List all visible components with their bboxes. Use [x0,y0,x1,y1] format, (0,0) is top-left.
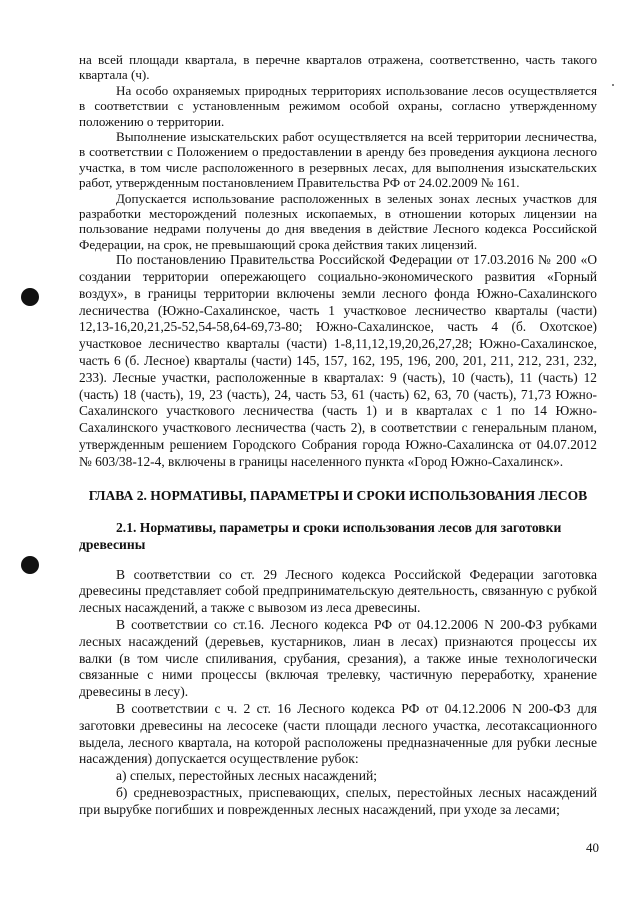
page-number: 40 [586,840,599,855]
list-item: б) средневозрастных, приспевающих, спелых, перестойных лесных насаждений при вырубке погибших и поврежденных лесных насаждений, при уходе за лесами; [79,785,597,817]
section-title: 2.1. Нормативы, параметры и сроки использования лесов для заготовки древесины [79,519,562,552]
paragraph: В соответствии со ст. 29 Лесного кодекса Российской Федерации заготовка древесины представляет собой предпринимательскую деятельность, связанную с рубкой лесных насаждений, а также с вывозом из леса древесины. [79,566,597,616]
paragraph: Выполнение изыскательских работ осуществляется на всей территории лесничества, в соответствии с Положением о предоставлении в аренду без проведения аукциона лесного участка, в том числе расположенного в резервных лесах, для выполнения изыскательских работ, утвержденным постановлением Правительства РФ от 24.02.2009 № 161. [79,129,597,191]
list-item: а) спелых, перестойных лесных насаждений; [116,768,378,784]
paragraph: По постановлению Правительства Российской Федерации от 17.03.2016 № 200 «О создании территории опережающего социально-экономического развития «Горный воздух», в границы территории включены земли лесного фонда Южно-Сахалинского лесничества (Южно-Сахалинское, часть 1 участковое лесничество кварталы (части) 12,13-16,20,21,25-52,54-58,64-69,73-80; Южно-Сахалинское, часть 4 (б. Охотское) участковое лесничество кварталы (части) 1-8,11,12,19,20,26,27,28; Южно-Сахалинское, часть 6 (б. Лесное) кварталы (части) 145, 157, 162, 195, 196, 200, 201, 211, 212, 231, 232, 233). Лесные участки, расположенные в кварталах: 9 (часть), 10 (часть), 11 (часть) 12 (часть) 18 (часть), 19, 23 (часть), 24, часть 53, 61 (часть) 62, 63, 70 (часть), 71,73 Южно-Сахалинского участкового лесничества (часть 1) и в кварталах с 1 по 14 Южно-Сахалинского участкового лесничества (часть 2), в соответствии с генеральным планом, утвержденным решением Городского Собрания города Южно-Сахалинска от 04.07.2012 № 603/38-12-4, включены в границы населенного пункта «Город Южно-Сахалинск». [79,252,597,469]
paragraph: Допускается использование расположенных в зеленых зонах лесных участков для разработки месторождений полезных ископаемых, в отношении которых лицензии на пользование недрами получены до дня введения в действие Лесного кодекса Российской Федерации, на срок, не превышающий срока действия таких лицензий. [79,190,597,252]
paragraph: В соответствии с ч. 2 ст. 16 Лесного кодекса РФ от 04.12.2006 N 200-ФЗ для заготовки древесины на лесосеке (части площади лесного участка, лесотаксационного выдела, лесного квартала, на которой расположены предназначенные для рубки лесные насаждения) допускается осуществление рубок: [79,701,597,767]
page-content [79,52,597,819]
paragraph: На особо охраняемых природных территориях использование лесов осуществляется в соответствии с установленным режимом особой охраны, согласно утвержденному положению о территории. [79,82,597,129]
punch-hole-mark [21,556,39,574]
paragraph: В соответствии со ст.16. Лесного кодекса РФ от 04.12.2006 N 200-ФЗ рубками лесных насаждений (деревьев, кустарников, лиан в лесах) признаются процессы их валки (в том числе спиливания, срубания, срезания), а также иные технологически связанные с ними процессы (включая трелевку, частичную переработку, хранение древесины в лесу). [79,617,597,700]
punch-hole-mark [21,288,39,306]
section-body [79,567,597,819]
scan-speck [612,84,614,86]
chapter-title: ГЛАВА 2. НОРМАТИВЫ, ПАРАМЕТРЫ И СРОКИ ИСПОЛЬЗОВАНИЯ ЛЕСОВ [88,487,588,503]
paragraph: на всей площади квартала, в перечне кварталов отражена, соответственно, часть такого квартала (ч). [79,52,597,83]
